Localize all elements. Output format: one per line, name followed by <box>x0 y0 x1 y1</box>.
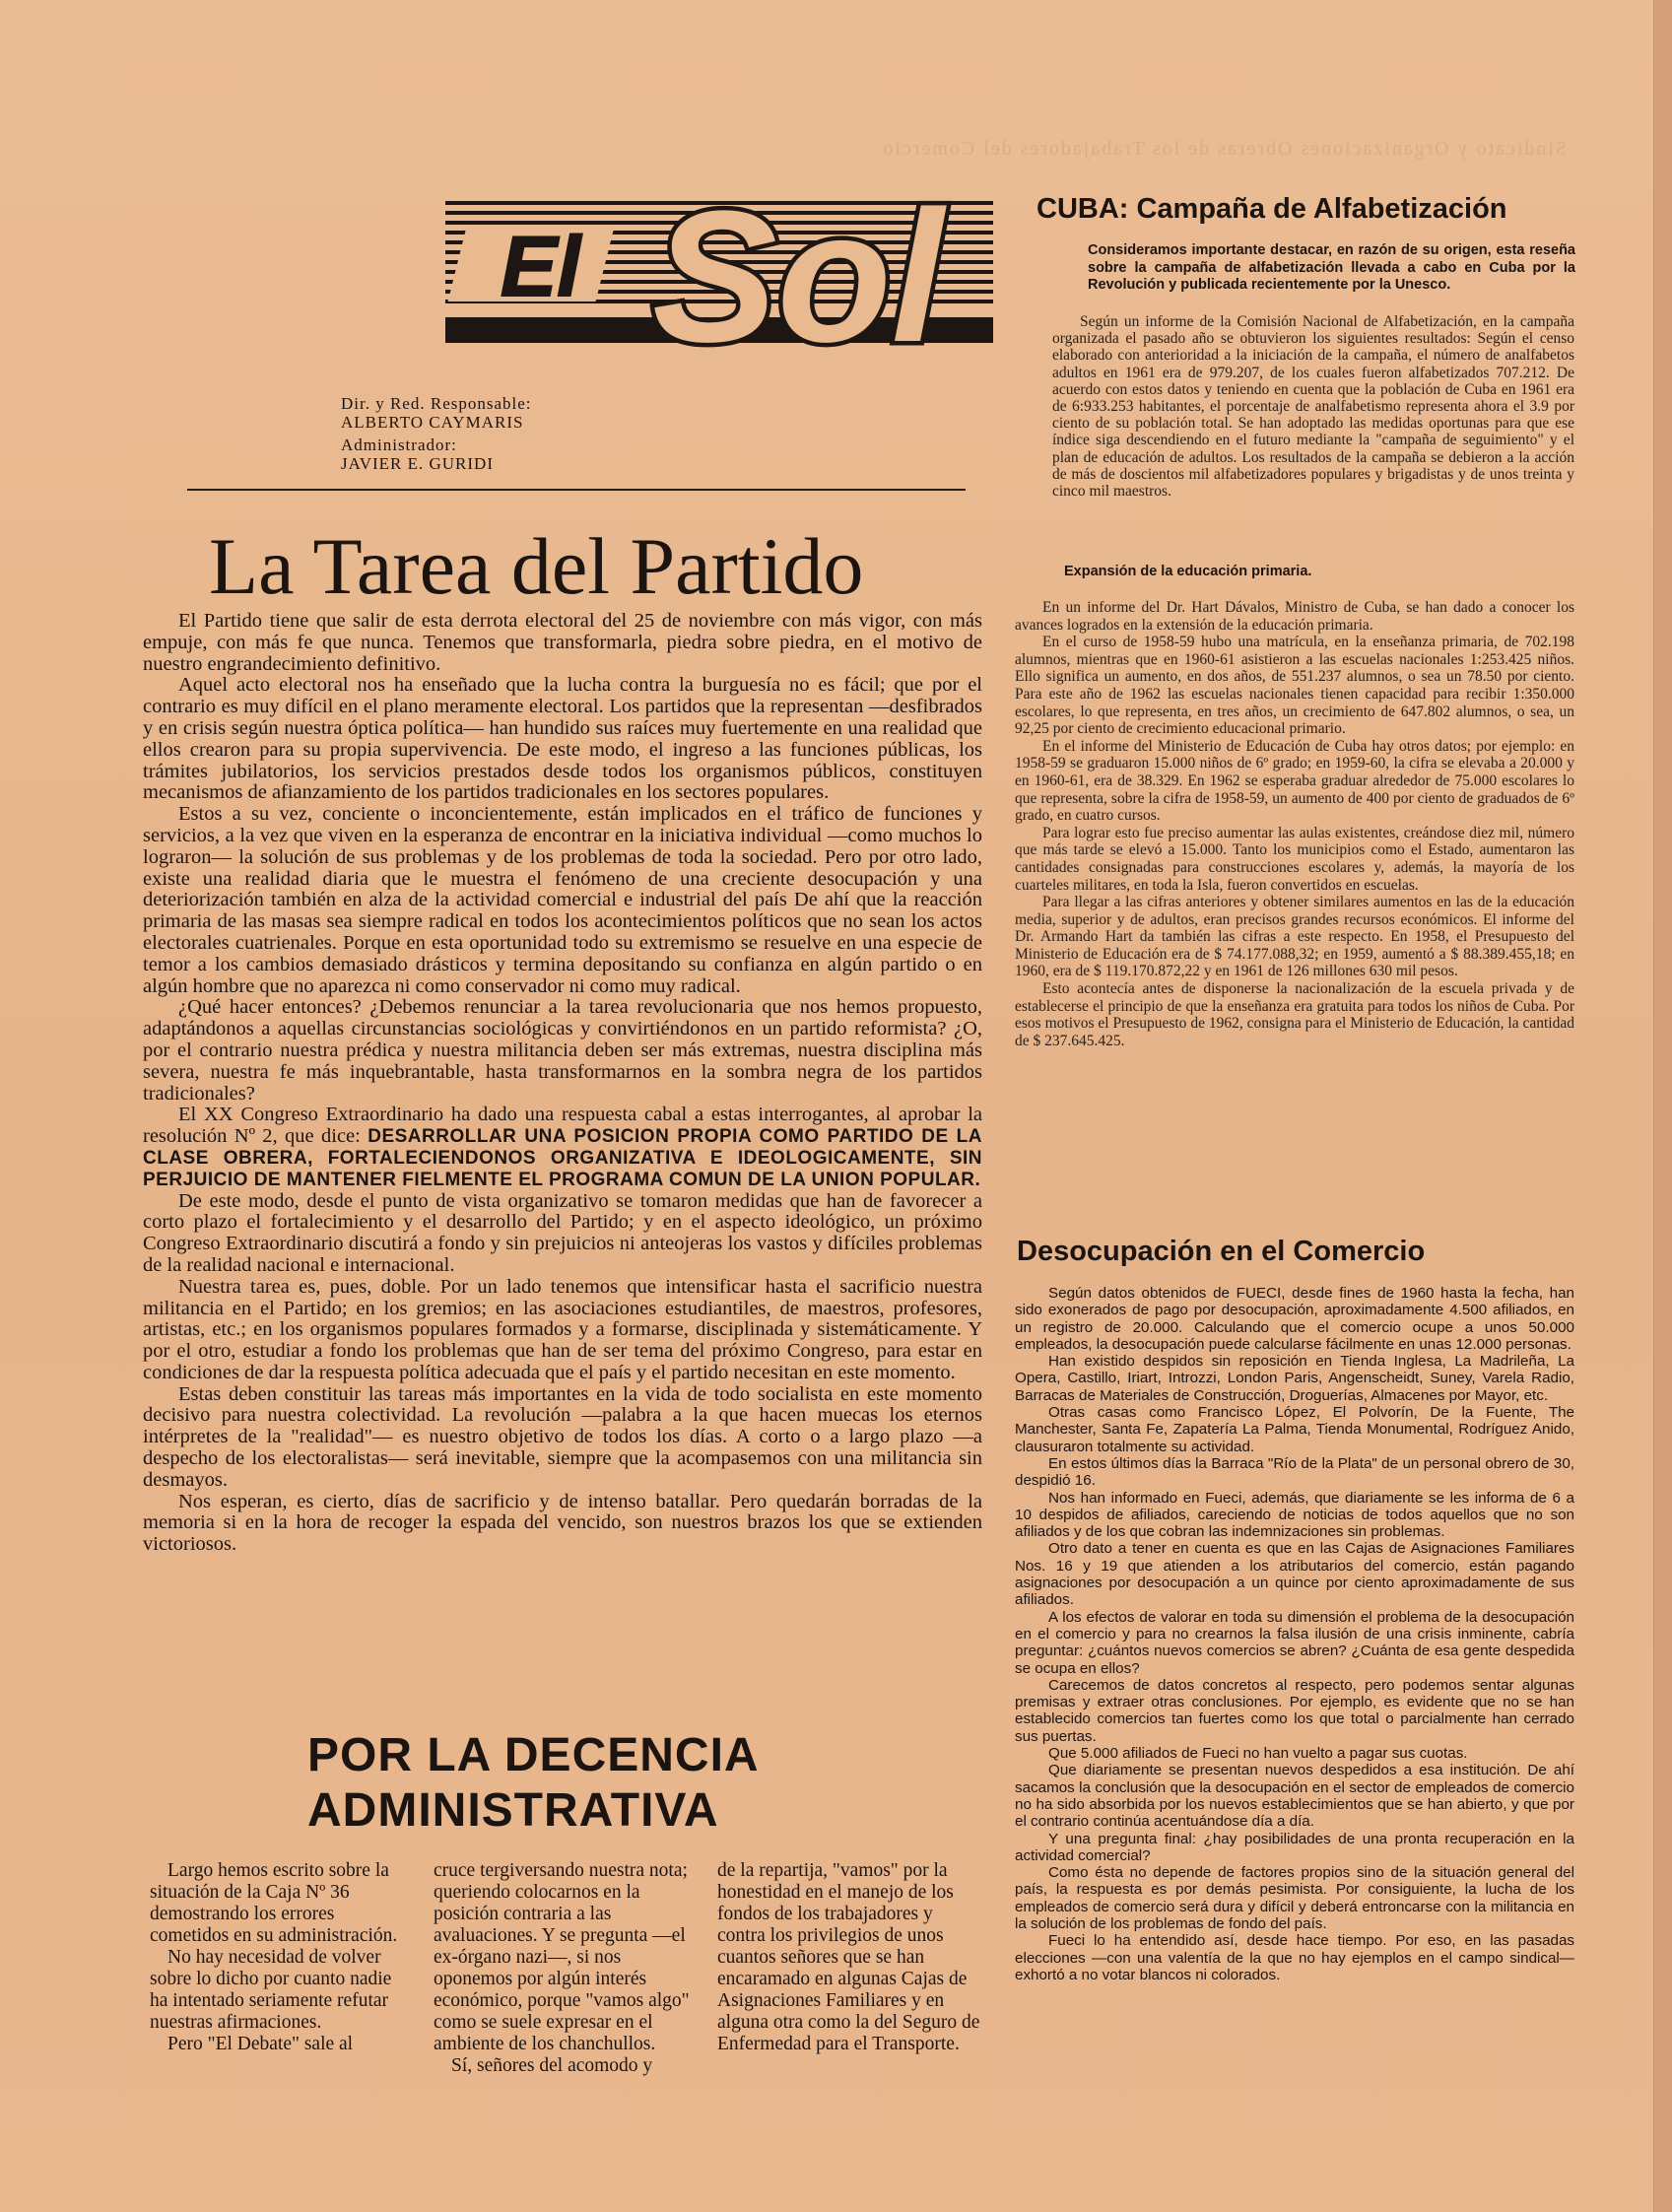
cuba-paragraph: En el curso de 1958-59 hubo una matrícula, en la enseñanza primaria, de 702.198 alumnos, mientras que en 1960-61 asistieron a las escuelas nacionales 1:253.425 niños. Ello significa un aumento, en dos años, de 551.237 alumnos, o sea un 78.50 por ciento. Para este año de 1962 las escuelas nacionales tienen capacidad para recibir 1:350.000 escolares, lo que representa, en tres años, un crecimiento de 647.802 alumnos, o sea, un 92,25 por ciento de crecimiento educacional primario. <box>1015 634 1574 738</box>
desocupacion-paragraph: Carecemos de datos concretos al respecto, pero podemos sentar algunas premisas y extraer otras conclusiones. Por ejemplo, es evidente que no se han establecido comercios tan fuertes como los que total o parcialmente han cerrado sus puertas. <box>1015 1676 1574 1745</box>
desocupacion-paragraph: Han existido despidos sin reposición en Tienda Inglesa, La Madrileña, La Opera, Castillo, Iriart, Introzzi, London Paris, Angenscheidt, Suney, Varela Radio, Barracas de Materiales de Construcción, Droguerías, Almacenes por Mayor, etc. <box>1015 1353 1574 1404</box>
cuba-paragraph: Según un informe de la Comisión Nacional de Alfabetización, en la campaña organizada el pasado año se obtuvieron los siguientes resultados: Según el censo elaborado con anterioridad a la iniciación de la campaña, el número de analfabetos adultos en 1961 era de 979.207, de los cuales fueron alfabetizados 707.212. De acuerdo con estos datos y teniendo en cuenta que la población de Cuba en 1961 era de 6:933.253 habitantes, el porcentaje de analfabetismo representa ahora el 3.9 por ciento de su población total. Se han adoptado las medidas oportunas para que ese índice siga descendiendo en el futuro mediante la "campaña de seguimiento" y el plan de educación de adultos. Los resultados de la campaña se debieron a la acción de más de doscientos mil alfabetizadores populares y brigadistas y de unos treinta y cinco mil maestros. <box>1052 313 1574 501</box>
desocupacion-paragraph: Otras casas como Francisco López, El Polvorín, De la Fuente, The Manchester, Santa Fe, Zapatería La Palma, Tienda Monumental, Rodríguez Anido, clausuraron totalmente su actividad. <box>1015 1404 1574 1455</box>
resolution-text: DESARROLLAR UNA POSICION PROPIA COMO PARTIDO DE LA CLASE OBRERA, FORTALECIENDONOS ORGANIZATIVA E IDEOLOGICAMENTE, SIN PERJUICIO DE MANTENER FIELMENTE EL PROGRAMA COMUN DE LA UNION POPULAR. <box>143 1126 982 1190</box>
desocupacion-paragraph: Como ésta no depende de factores propios sino de la situación general del país, la respuesta es por demás pesimista. Por consiguiente, la lucha de los empleados de comercio será dura y difícil y deberá entroncarse con la militancia en la solución de los problemas de fondo del país. <box>1015 1864 1574 1932</box>
desocupacion-paragraph: Y una pregunta final: ¿hay posibilidades de una pronta recuperación en la actividad comercial? <box>1015 1830 1574 1864</box>
desocupacion-paragraph: Nos han informado en Fueci, además, que diariamente se les informa de 6 a 10 despidos de afiliados, careciendo de noticias de todos aquellos que no son afiliados y de los que cobran las indemnizaciones sin problemas. <box>1015 1489 1574 1541</box>
desocupacion-paragraph: Que 5.000 afiliados de Fueci no han vuelto a pagar sus cuotas. <box>1048 1745 1468 1763</box>
decencia-paragraph: Largo hemos escrito sobre la situación de la Caja Nº 36 demostrando los errores cometidos en su administración. <box>150 1860 398 1946</box>
decencia-headline <box>307 1728 899 1839</box>
main-article-body <box>143 611 982 1556</box>
resolution-lead: El XX Congreso Extraordinario ha dado una respuesta cabal a estas interrogantes, al aprobar la resolución Nº 2, que dice: <box>143 1104 982 1148</box>
decencia-paragraph: cruce tergiversando nuestra nota; queriendo colocarnos en la posición contraria a las avaluaciones. Y se pregunta —el ex-órgano nazi—, si nos oponemos por algún interés económico, porque "vamos algo" como se suele expresar en el ambiente de los chanchullos. <box>434 1860 690 2054</box>
desocupacion-paragraph: Otro dato a tener en cuenta es que en las Cajas de Asignaciones Familiares Nos. 16 y 19 que atienden a los atributarios del comercio, están pagando asignaciones por desocupación a un quince por ciento aproximadamente de sus afiliados. <box>1015 1540 1574 1609</box>
decencia-paragraph: Sí, señores del acomodo y <box>451 2055 653 2076</box>
desocupacion-headline: Desocupación en el Comercio <box>1017 1236 1426 1267</box>
desocupacion-paragraph: A los efectos de valorar en toda su dimensión el problema de la desocupación en el comercio y para no crearnos la falsa ilusión de una crisis inminente, cabría preguntar: ¿cuántos nuevos comercios se abren? ¿Cuánta de esa gente despedida se ocupa en ellos? <box>1015 1608 1574 1677</box>
cuba-paragraph: Esto acontecía antes de disponerse la nacionalización de la escuela privada y de establecerse el principio de que la enseñanza era gratuita para todos los niños de Cuba. Por esos motivos el Presupuesto de 1962, consigna para el Ministerio de Educación, la cantidad de $ 237.645.425. <box>1015 980 1574 1049</box>
decencia-title-line2: ADMINISTRATIVA <box>307 1784 719 1837</box>
desocupacion-body <box>1015 1285 1574 1983</box>
main-paragraph: Aquel acto electoral nos ha enseñado que la lucha contra la burguesía no es fácil; que por el contrario es muy difícil en el plano meramente electoral. Los partidos que la representan —desfibrados y en crisis según nuestra óptica política— han hundido sus raíces muy fuertemente en una realidad que ellos crearon para su propia supervivencia. De este modo, el ingreso a las funciones públicas, los trámites jubilatorios, los servicios prestados desde todos los organismos públicos, constituyen mecanismos de afianzamiento de los partidos tradicionales en los sectores populares. <box>143 674 982 804</box>
decencia-paragraph: de la repartija, "vamos" por la honestidad en el manejo de los fondos de los trabajadores y contra los privilegios de unos cuantos señores que se han encaramado en algunas Cajas de Asignaciones Familiares y en alguna otra como la del Seguro de Enfermedad para el Transporte. <box>717 1860 980 2054</box>
decencia-paragraph: Pero "El Debate" sale al <box>167 2034 354 2054</box>
main-headline: La Tarea del Partido <box>209 521 864 611</box>
cuba-body-2 <box>1015 599 1574 1049</box>
svg-text:Sol: Sol <box>652 193 944 355</box>
desocupacion-paragraph: En estos últimos días la Barraca "Río de la Plata" de un personal obrero de 30, despidió 16. <box>1015 1454 1574 1490</box>
admin-label: Administrador: <box>341 436 457 454</box>
decencia-column-2 <box>434 1860 698 2077</box>
decencia-column-3 <box>717 1860 983 2055</box>
decencia-column-1 <box>150 1860 408 2055</box>
main-paragraph: Nos esperan, es cierto, días de sacrificio y de intenso batallar. Pero quedarán borradas de la memoria si en la hora de recoger la espada del vencido, son nuestros brazos los que se extienden victoriosos. <box>143 1490 982 1556</box>
main-paragraph: Estas deben constituir las tareas más importantes en la vida de todo socialista en este momento decisivo para nuestra colectividad. La revolución —palabra a la que hacen muecas los eternos intérpretes de la "realidad"— es nuestro objetivo de todos los días. A corto o a largo plazo —a despecho de los electoralistas— será inevitable, siempre que la acompasemos con una militancia sin desmayos. <box>143 1382 982 1491</box>
cuba-body-1 <box>1052 313 1574 500</box>
desocupacion-paragraph: Fueci lo ha entendido así, desde hace tiempo. Por eso, en las pasadas elecciones —con una valentía de la que no hay ejemplos en el campo sindical— exhortó a no votar blancos ni colorados. <box>1015 1932 1574 1983</box>
svg-text:El: El <box>501 220 581 314</box>
main-paragraph: Nuestra tarea es, pues, doble. Por un lado tenemos que intensificar hasta el sacrificio nuestra militancia en el Partido; en los gremios; en las asociaciones estudiantiles, de maestros, profesores, artistas, etc.; en los organismos populares formados y a formarse, disciplinada y sistemáticamente. Y por el otro, estudiar a fondo los problemas que han de ser tema del próximo Congreso, para estar en condiciones de dar la respuesta política adecuada que el país y el partido necesitan en este momento. <box>143 1275 982 1383</box>
masthead-rule <box>187 489 966 491</box>
cuba-paragraph: En el informe del Ministerio de Educación de Cuba hay otros datos; por ejemplo: en 1958-59 se graduaron 15.000 niños de 6º grado; en 1959-60, la cifra se elevaba a 20.000 y en 1960-61, era de 38.329. En 1962 se esperaba graduar alrededor de 75.000 escolares lo que representa, sobre la cifra de 1958-59, un aumento de 400 por ciento de graduados de 6º grado, en cuatro cursos. <box>1015 737 1574 825</box>
desocupacion-paragraph: Que diariamente se presentan nuevos despedidos a esa institución. De ahí sacamos la conclusión que la desocupación en el sector de empleados de comercio no ha sido absorbida por los nuevos establecimientos que se han abierto, y que por el contrario continúa acentuándose día a día. <box>1015 1762 1574 1831</box>
cuba-paragraph: Para llegar a las cifras anteriores y obtener similares aumentos en las de la educación media, superior y de adultos, eran precisos grandes recursos económicos. El informe del Dr. Armando Hart da también las cifras a este respecto. En 1958, el Presupuesto del Ministerio de Educación era de $ 74.177.088,32; en 1959, aumentó a $ 88.389.455,18; en 1960, era de $ 119.170.872,22 y en 1961 de 126 millones 630 mil pesos. <box>1015 894 1574 980</box>
el-sol-logo <box>445 193 993 355</box>
admin-name: JAVIER E. GURIDI <box>341 454 494 473</box>
decencia-title-line1: POR LA DECENCIA <box>307 1729 760 1781</box>
page-edge <box>1653 0 1672 2212</box>
decencia-paragraph: No hay necesidad de volver sobre lo dicho por cuanto nadie ha intentado seriamente refutar nuestras afirmaciones. <box>150 1947 392 2033</box>
main-paragraph <box>143 1105 982 1190</box>
masthead <box>341 394 532 477</box>
main-paragraph: De este modo, desde el punto de vista organizativo se tomaron medidas que han de favorecer a corto plazo el fortalecimiento y el desarrollo del Partido; y en el aspecto ideológico, un próximo Congreso Extraordinario discutirá a fondo y sin prejuicios ni anteojeras los vastos y difíciles problemas de la realidad nacional e internacional. <box>143 1189 982 1276</box>
cuba-paragraph: En un informe del Dr. Hart Dávalos, Ministro de Cuba, se han dado a conocer los avances logrados en la extensión de la educación primaria. <box>1015 599 1574 634</box>
cuba-intro-text: Consideramos importante destacar, en razón de su origen, esta reseña sobre la campaña de alfabetización llevada a cabo en Cuba por la Revolución y publicada recientemente por la Unesco. <box>1088 242 1575 293</box>
cuba-paragraph: Para lograr esto fue preciso aumentar las aulas existentes, creándose diez mil, número que más tarde se elevó a 15.000. Tanto los municipios como el Estado, aumentaron las cantidades consignadas para construcciones escolares y, además, la mayoría de los cuarteles militares, en toda la Isla, fueron convertidos en escuelas. <box>1015 824 1574 894</box>
cuba-headline: CUBA: Campaña de Alfabetización <box>1037 193 1507 225</box>
main-paragraph: Estos a su vez, conciente o inconcientemente, están implicados en el tráfico de funciones y servicios, a la vez que viven en la esperanza de encontrar en la iniciativa individual —como muchos lo lograron— la solución de sus problemas y de los problemas de toda la sociedad. Pero por otro lado, existe una realidad diaria que le muestra el fenómeno de una creciente desocupación y una deteriorización también en alza de la actividad comercial e industrial del país De ahí que la reacción primaria de las masas sea siempre radical en todos los acontecimientos políticos que no sean los actos electorales cuatrienales. Porque en esta oportunidad todo su extremismo se resuelve en una especie de temor a los cambios demasiado drásticos y termina depositando su confianza en algún partido o en algún hombre que no aparezca ni como conservador ni como muy radical. <box>143 803 982 997</box>
director-name: ALBERTO CAYMARIS <box>341 413 524 432</box>
cuba-intro <box>1088 242 1575 295</box>
main-paragraph: El Partido tiene que salir de esta derrota electoral del 25 de noviembre con más vigor, con más empuje, con más fe que nunca. Tenemos que transformarla, piedra sobre piedra, en el motivo de nuestro engrandecimiento definitivo. <box>143 610 982 675</box>
main-paragraph: ¿Qué hacer entonces? ¿Debemos renunciar a la tarea revolucionaria que nos hemos propuesto, adaptándonos a aquellas circunstancias sociológicas y convirtiéndonos en un partido reformista? ¿O, por el contrario nuestra prédica y nuestra militancia deben ser más extremas, nuestra disciplina más severa, nuestra fe más inquebrantable, hasta transformarnos en la sombra negra de los partidos tradicionales? <box>143 996 982 1105</box>
director-label: Dir. y Red. Responsable: <box>341 394 532 413</box>
desocupacion-paragraph: Según datos obtenidos de FUECI, desde fines de 1960 hasta la fecha, han sido exonerados de pago por desocupación, aproximadamente 4.500 afiliados, en un registro de 20.000. Calculando que el comercio ocupe a unos 50.000 empleados, la desocupación puede calcularse fácilmente en unas 12.000 personas. <box>1015 1285 1574 1353</box>
cuba-subhead: Expansión de la educación primaria. <box>1064 564 1312 579</box>
bleed-through-text: Sindicato y Organizaciones Obreras de los Trabajadores del Comercio <box>881 138 1567 160</box>
